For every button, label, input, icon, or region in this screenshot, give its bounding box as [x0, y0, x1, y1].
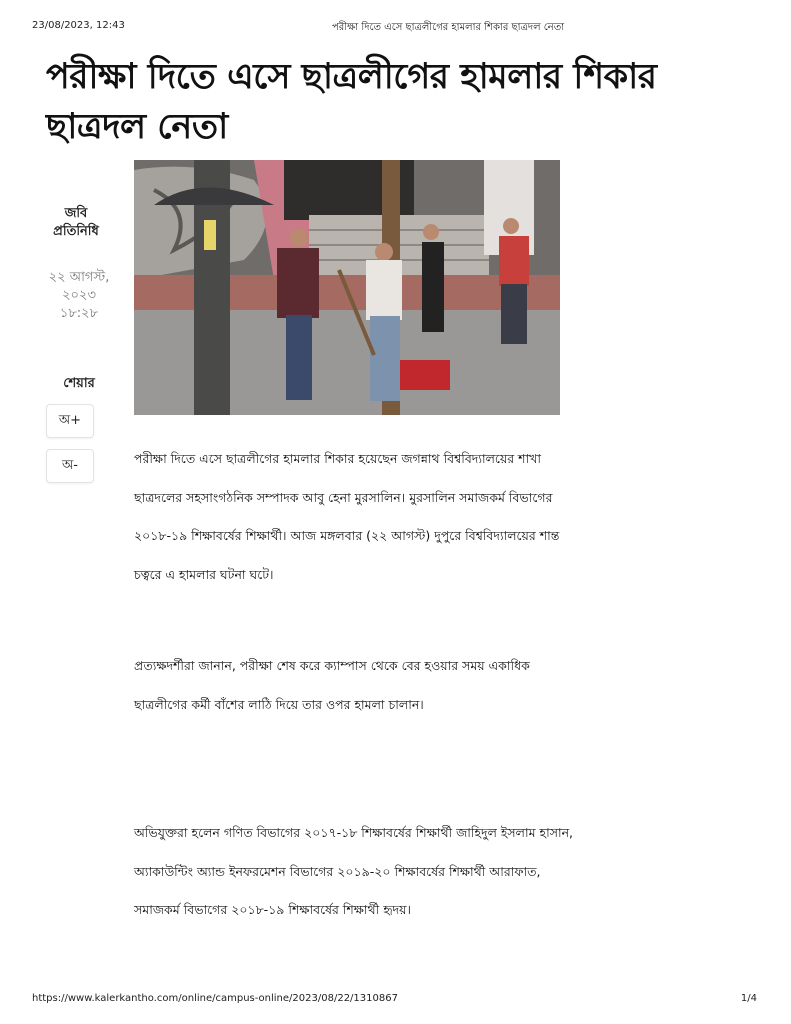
- article-headline: পরীক্ষা দিতে এসে ছাত্রলীগের হামলার শিকার ছাত্রদল নেতা: [46, 57, 657, 147]
- font-increase-button[interactable]: অ+: [46, 404, 94, 438]
- print-datetime: 23/08/2023, 12:43: [32, 20, 125, 31]
- article-byline[interactable]: জবি প্রতিনিধি: [53, 206, 99, 239]
- print-page-url: https://www.kalerkantho.com/online/campus-online/2023/08/22/1310867: [32, 993, 398, 1004]
- article-paragraph: প্রত্যক্ষদর্শীরা জানান, পরীক্ষা শেষ করে ক্যাম্পাস থেকে বের হওয়ার সময় একাধিক ছাত্রলীগের কর্মী বাঁশের লাঠি দিয়ে তার ওপর হামলা চালান।: [134, 658, 530, 712]
- article-publish-date: ২২ আগস্ট, ২০২৩ ১৮:২৮: [48, 270, 110, 321]
- font-decrease-button[interactable]: অ-: [46, 449, 94, 483]
- print-page-title: পরীক্ষা দিতে এসে ছাত্রলীগের হামলার শিকার ছাত্রদল নেতা: [332, 22, 565, 33]
- news-photo-illustration: [134, 160, 560, 415]
- page-number: 1/4: [740, 993, 757, 1004]
- article-photo: [134, 160, 560, 415]
- article-paragraph: পরীক্ষা দিতে এসে ছাত্রলীগের হামলার শিকার হয়েছেন জগন্নাথ বিশ্ববিদ্যালয়ের শাখা ছাত্রদলের সহসাংগঠনিক সম্পাদক আবু হেনা মুরসালিন। মুরসালিন সমাজকর্ম বিভাগের ২০১৮-১৯ শিক্ষাবর্ষের শিক্ষার্থী। আজ মঙ্গলবার (২২ আগস্ট) দুপুরে বিশ্ববিদ্যালয়ের শান্ত চত্বরে এ হামলার ঘটনা ঘটে।: [134, 451, 560, 582]
- share-label[interactable]: শেয়ার: [63, 376, 95, 391]
- article-paragraph: অভিযুক্তরা হলেন গণিত বিভাগের ২০১৭-১৮ শিক্ষাবর্ষের শিক্ষার্থী জাহিদুল ইসলাম হাসান, অ্যাকাউন্টিং অ্যান্ড ইনফরমেশন বিভাগের ২০১৯-২০ শিক্ষাবর্ষের শিক্ষার্থী আরাফাত, সমাজকর্ম বিভাগের ২০১৮-১৯ শিক্ষাবর্ষের শিক্ষার্থী হৃদয়।: [134, 825, 574, 917]
